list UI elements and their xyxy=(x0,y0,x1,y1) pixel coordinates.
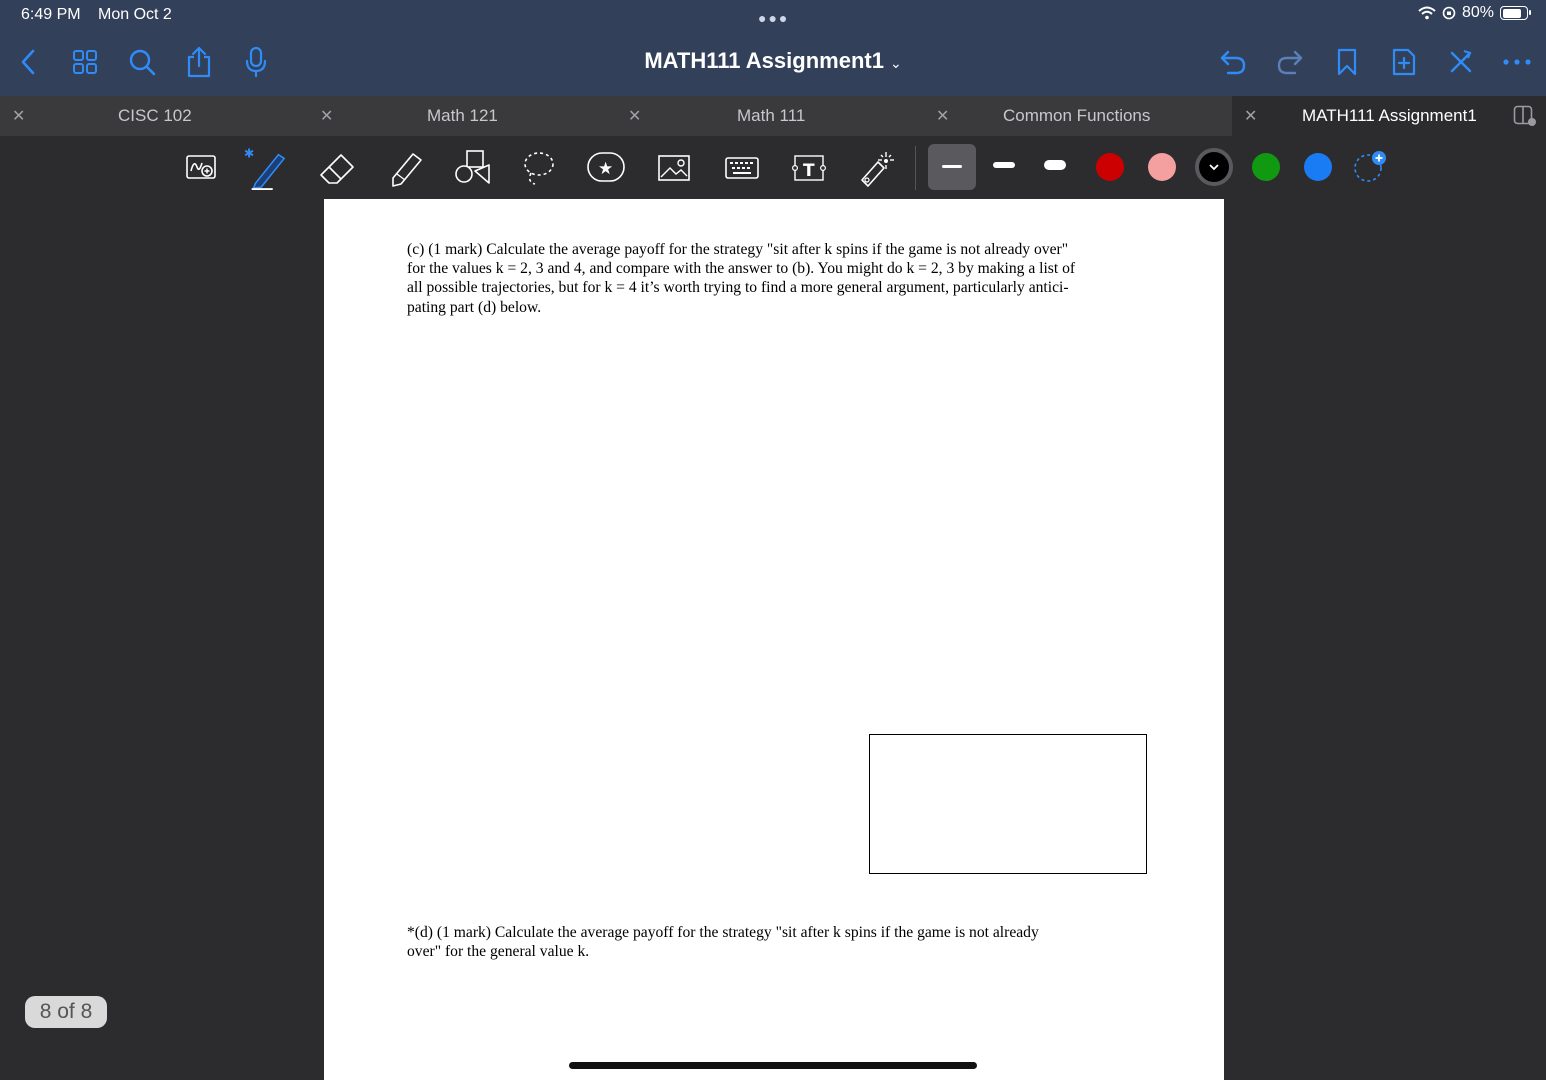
document-page[interactable] xyxy=(324,199,1224,1080)
tab-common-functions[interactable]: ✕ Common Functions xyxy=(936,106,1151,125)
text-box-icon[interactable] xyxy=(787,146,831,190)
multitasking-dots-icon[interactable]: ●●● xyxy=(758,10,790,26)
document-title[interactable]: MATH111 Assignment1 ⌄ xyxy=(644,48,902,73)
chevron-down-icon xyxy=(1208,162,1220,172)
more-icon[interactable] xyxy=(1500,44,1534,80)
status-time: 6:49 PM xyxy=(21,6,81,23)
add-page-icon[interactable] xyxy=(1387,44,1421,80)
battery-percent: 80% xyxy=(1461,4,1494,21)
chevron-down-icon: ⌄ xyxy=(889,55,902,71)
close-tab-icon[interactable]: ✕ xyxy=(12,108,26,125)
highlighter-tool-icon[interactable] xyxy=(383,146,427,190)
tab-cisc-102[interactable]: ✕ CISC 102 xyxy=(12,106,192,125)
color-green-swatch[interactable] xyxy=(1252,153,1280,181)
shapes-tool-icon[interactable] xyxy=(451,146,495,190)
keyboard-text-icon[interactable] xyxy=(720,146,764,190)
toolbar-divider xyxy=(915,146,916,190)
undo-icon[interactable] xyxy=(1216,44,1250,80)
tab-math-111[interactable]: ✕ Math 111 xyxy=(628,106,806,125)
add-color-icon[interactable] xyxy=(1352,150,1388,184)
redo-icon[interactable] xyxy=(1273,44,1307,80)
close-tab-icon[interactable]: ✕ xyxy=(1244,108,1258,125)
status-right xyxy=(1418,4,1528,22)
zoom-writing-icon[interactable] xyxy=(180,146,224,190)
tab-bar xyxy=(0,96,1546,136)
svg-text:T: T xyxy=(803,161,815,181)
tab-math-121[interactable]: ✕ Math 121 xyxy=(320,106,498,125)
stroke-thick-button[interactable] xyxy=(1044,160,1066,170)
text-line: pating part (d) below. xyxy=(407,298,542,316)
color-red-swatch[interactable] xyxy=(1096,153,1124,181)
close-editing-icon[interactable] xyxy=(1444,44,1478,80)
color-black-swatch-selected[interactable] xyxy=(1195,148,1233,186)
question-part-d xyxy=(407,923,1147,961)
text-line: over" for the general value k. xyxy=(407,943,590,961)
text-line: all possible trajectories, but for k = 4 it’s worth trying to find a more general argument, particularly antici- xyxy=(407,279,1069,297)
wifi-icon xyxy=(1418,6,1436,20)
tab-math111-assignment1[interactable]: ✕ MATH111 Assignment1 xyxy=(1232,96,1546,136)
bookmark-icon[interactable] xyxy=(1330,44,1364,80)
text-line: (c) (1 mark) Calculate the average payoff for the strategy "sit after k spins if the game is not already over" xyxy=(407,241,1069,258)
svg-text:✱: ✱ xyxy=(244,146,255,161)
close-tab-icon[interactable]: ✕ xyxy=(936,108,950,125)
question-part-c xyxy=(407,240,1147,317)
pen-tool-icon[interactable] xyxy=(244,146,288,190)
color-pink-swatch[interactable] xyxy=(1148,153,1176,181)
close-tab-icon[interactable]: ✕ xyxy=(628,108,642,125)
svg-text:★: ★ xyxy=(598,159,614,179)
page-indicator[interactable]: 8 of 8 xyxy=(25,996,107,1028)
answer-box[interactable] xyxy=(869,734,1147,874)
eraser-tool-icon[interactable] xyxy=(315,146,359,190)
status-date: Mon Oct 2 xyxy=(98,6,172,23)
battery-icon xyxy=(1500,6,1528,20)
color-blue-swatch[interactable] xyxy=(1304,153,1332,181)
text-line: for the values k = 2, 3 and 4, and compare with the answer to (b). You might do k = 2, 3 by making a list of xyxy=(407,260,1076,278)
screen-lock-icon xyxy=(1442,6,1456,20)
stroke-thin-button[interactable] xyxy=(928,144,976,190)
stroke-thin-icon xyxy=(942,165,962,168)
image-tool-icon[interactable] xyxy=(652,146,696,190)
elements-sticker-icon[interactable] xyxy=(584,146,628,190)
stroke-medium-button[interactable] xyxy=(993,162,1015,168)
home-indicator[interactable] xyxy=(569,1062,977,1069)
laser-pointer-icon[interactable] xyxy=(855,146,899,190)
close-tab-icon[interactable]: ✕ xyxy=(320,108,334,125)
lasso-tool-icon[interactable] xyxy=(517,146,561,190)
split-view-icon[interactable] xyxy=(1513,105,1537,127)
text-line: *(d) (1 mark) Calculate the average payoff for the strategy "sit after k spins if the game is not already xyxy=(407,924,1039,941)
navigation-bar xyxy=(0,0,1546,96)
